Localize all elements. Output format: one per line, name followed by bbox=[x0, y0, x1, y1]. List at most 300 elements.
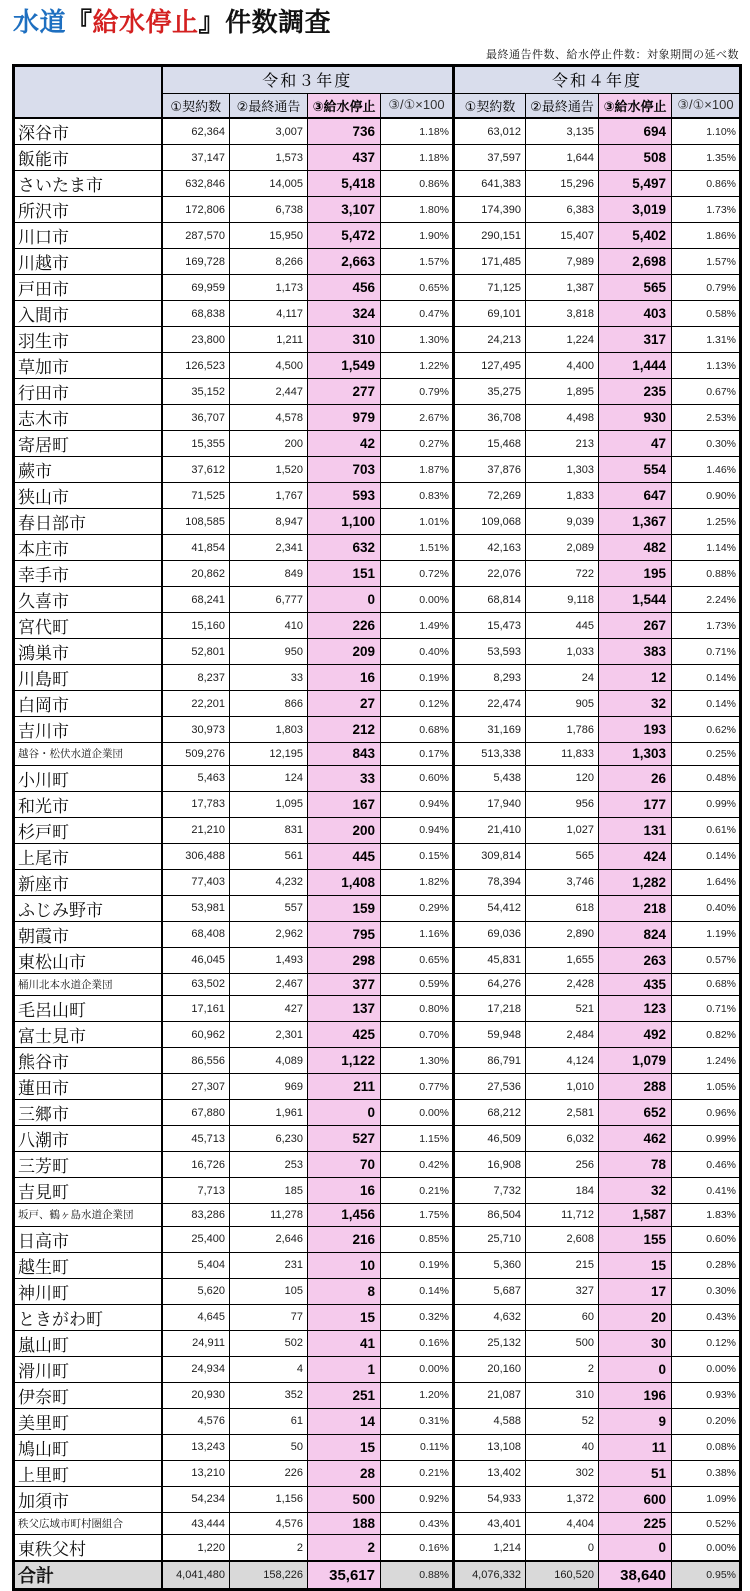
stoppage-cell-r3: 500 bbox=[308, 1486, 381, 1512]
rate-cell-r3: 0.12% bbox=[381, 691, 454, 717]
table-row bbox=[14, 765, 741, 791]
contracts-cell-r3: 13,210 bbox=[162, 1460, 230, 1486]
final-notice-cell-r4: 3,746 bbox=[526, 869, 599, 895]
rate-cell-r4: 0.68% bbox=[672, 973, 741, 996]
contracts-cell-r4: 5,360 bbox=[454, 1252, 526, 1278]
final-notice-cell-r3: 2,962 bbox=[230, 921, 308, 947]
rate-cell-r3: 1.90% bbox=[381, 223, 454, 249]
stoppage-cell-r3: 1,100 bbox=[308, 509, 381, 535]
final-notice-cell-r3: 410 bbox=[230, 613, 308, 639]
municipality-name: 川越市 bbox=[14, 249, 162, 275]
stoppage-cell-r4: 462 bbox=[599, 1126, 672, 1152]
final-notice-cell-r3: 33 bbox=[230, 665, 308, 691]
contracts-cell-r4: 4,632 bbox=[454, 1304, 526, 1330]
rate-cell-r3: 0.31% bbox=[381, 1408, 454, 1434]
rate-cell-r4: 1.86% bbox=[672, 223, 741, 249]
stoppage-cell-r4: 12 bbox=[599, 665, 672, 691]
municipality-name: 富士見市 bbox=[14, 1022, 162, 1048]
contracts-cell-r3: 67,880 bbox=[162, 1100, 230, 1126]
final-notice-cell-r3: 4,089 bbox=[230, 1048, 308, 1074]
contracts-cell-r4: 37,597 bbox=[454, 145, 526, 171]
rate-cell-r4: 0.58% bbox=[672, 301, 741, 327]
table-row bbox=[14, 431, 741, 457]
municipality-name: 久喜市 bbox=[14, 587, 162, 613]
table-row bbox=[14, 1100, 741, 1126]
contracts-cell-r3: 83,286 bbox=[162, 1204, 230, 1227]
final-notice-cell-r4: 1,303 bbox=[526, 457, 599, 483]
stoppage-cell-r3: 151 bbox=[308, 561, 381, 587]
stoppage-cell-r3: 8 bbox=[308, 1278, 381, 1304]
table-row bbox=[14, 1486, 741, 1512]
municipality-name: 吉川市 bbox=[14, 717, 162, 743]
contracts-cell-r3: 20,862 bbox=[162, 561, 230, 587]
year-header-reiwa4: 令和４年度 bbox=[454, 65, 741, 93]
final-notice-cell-r3: 124 bbox=[230, 765, 308, 791]
stoppage-cell-r4: 2,698 bbox=[599, 249, 672, 275]
rate-cell-r3: 0.15% bbox=[381, 843, 454, 869]
municipality-name: 杉戸町 bbox=[14, 817, 162, 843]
contracts-cell-r4: 5,438 bbox=[454, 765, 526, 791]
rate-cell-r3: 0.16% bbox=[381, 1535, 454, 1562]
final-notice-cell-r4: 310 bbox=[526, 1382, 599, 1408]
municipality-name: 滑川町 bbox=[14, 1356, 162, 1382]
rate-cell-r4: 0.46% bbox=[672, 1152, 741, 1178]
rate-cell-r3: 0.19% bbox=[381, 1252, 454, 1278]
stoppage-cell-r4: 5,497 bbox=[599, 171, 672, 197]
final-notice-cell-r4: 1,655 bbox=[526, 947, 599, 973]
table-row bbox=[14, 843, 741, 869]
stoppage-cell-r4: 288 bbox=[599, 1074, 672, 1100]
contracts-cell-r3: 63,502 bbox=[162, 973, 230, 996]
municipality-name: ときがわ町 bbox=[14, 1304, 162, 1330]
contracts-cell-r4: 21,087 bbox=[454, 1382, 526, 1408]
municipality-name: 和光市 bbox=[14, 791, 162, 817]
stoppage-cell-r4: 196 bbox=[599, 1382, 672, 1408]
municipality-name: 越生町 bbox=[14, 1252, 162, 1278]
contracts-cell-r3: 86,556 bbox=[162, 1048, 230, 1074]
rate-cell-r3: 0.65% bbox=[381, 947, 454, 973]
contracts-cell-r4: 4,076,332 bbox=[454, 1561, 526, 1590]
municipality-name: 羽生市 bbox=[14, 327, 162, 353]
rate-cell-r4: 0.79% bbox=[672, 275, 741, 301]
final-notice-cell-r3: 226 bbox=[230, 1460, 308, 1486]
municipality-name: 蕨市 bbox=[14, 457, 162, 483]
final-notice-cell-r3: 1,573 bbox=[230, 145, 308, 171]
rate-cell-r3: 1.51% bbox=[381, 535, 454, 561]
final-notice-cell-r3: 561 bbox=[230, 843, 308, 869]
contracts-cell-r4: 59,948 bbox=[454, 1022, 526, 1048]
rate-cell-r4: 2.53% bbox=[672, 405, 741, 431]
rate-cell-r3: 0.60% bbox=[381, 765, 454, 791]
contracts-cell-r3: 509,276 bbox=[162, 743, 230, 766]
contracts-cell-r4: 54,933 bbox=[454, 1486, 526, 1512]
municipality-name: 入間市 bbox=[14, 301, 162, 327]
stoppage-cell-r4: 694 bbox=[599, 118, 672, 145]
table-row bbox=[14, 691, 741, 717]
table-row bbox=[14, 379, 741, 405]
final-notice-cell-r3: 200 bbox=[230, 431, 308, 457]
contracts-cell-r4: 25,132 bbox=[454, 1330, 526, 1356]
table-row bbox=[14, 509, 741, 535]
contracts-cell-r4: 13,108 bbox=[454, 1434, 526, 1460]
municipality-name: 桶川北本水道企業団 bbox=[14, 973, 162, 996]
final-notice-header-r3: ②最終通告 bbox=[230, 93, 308, 118]
table-row bbox=[14, 1152, 741, 1178]
rate-cell-r4: 0.30% bbox=[672, 431, 741, 457]
contracts-cell-r3: 68,241 bbox=[162, 587, 230, 613]
stoppage-cell-r3: 1,549 bbox=[308, 353, 381, 379]
municipality-name: 幸手市 bbox=[14, 561, 162, 587]
stoppage-cell-r3: 277 bbox=[308, 379, 381, 405]
stoppage-cell-r3: 437 bbox=[308, 145, 381, 171]
stoppage-cell-r4: 600 bbox=[599, 1486, 672, 1512]
final-notice-cell-r4: 1,895 bbox=[526, 379, 599, 405]
contracts-cell-r3: 169,728 bbox=[162, 249, 230, 275]
rate-cell-r4: 1.73% bbox=[672, 197, 741, 223]
final-notice-cell-r3: 1,211 bbox=[230, 327, 308, 353]
table-row bbox=[14, 223, 741, 249]
contracts-cell-r4: 15,468 bbox=[454, 431, 526, 457]
municipality-name: 所沢市 bbox=[14, 197, 162, 223]
rate-cell-r3: 1.57% bbox=[381, 249, 454, 275]
rate-cell-r3: 2.67% bbox=[381, 405, 454, 431]
contracts-cell-r4: 36,708 bbox=[454, 405, 526, 431]
rate-cell-r3: 1.87% bbox=[381, 457, 454, 483]
stoppage-cell-r4: 554 bbox=[599, 457, 672, 483]
rate-cell-r3: 0.70% bbox=[381, 1022, 454, 1048]
final-notice-cell-r3: 105 bbox=[230, 1278, 308, 1304]
rate-cell-r3: 0.16% bbox=[381, 1330, 454, 1356]
stoppage-cell-r3: 632 bbox=[308, 535, 381, 561]
final-notice-cell-r4: 2,608 bbox=[526, 1226, 599, 1252]
final-notice-cell-r4: 2,089 bbox=[526, 535, 599, 561]
contracts-cell-r3: 287,570 bbox=[162, 223, 230, 249]
stoppage-cell-r3: 159 bbox=[308, 895, 381, 921]
contracts-cell-r4: 42,163 bbox=[454, 535, 526, 561]
rate-cell-r4: 1.83% bbox=[672, 1204, 741, 1227]
table-row bbox=[14, 743, 741, 766]
table-row bbox=[14, 1535, 741, 1562]
rate-cell-r3: 0.00% bbox=[381, 1100, 454, 1126]
contracts-cell-r3: 62,364 bbox=[162, 118, 230, 145]
rate-cell-r3: 1.20% bbox=[381, 1382, 454, 1408]
stoppage-cell-r4: 26 bbox=[599, 765, 672, 791]
stoppage-cell-r3: 41 bbox=[308, 1330, 381, 1356]
stoppage-cell-r4: 177 bbox=[599, 791, 672, 817]
contracts-cell-r4: 54,412 bbox=[454, 895, 526, 921]
rate-cell-r4: 0.25% bbox=[672, 743, 741, 766]
rate-cell-r3: 0.17% bbox=[381, 743, 454, 766]
rate-cell-r3: 1.01% bbox=[381, 509, 454, 535]
final-notice-cell-r3: 1,961 bbox=[230, 1100, 308, 1126]
contracts-cell-r3: 25,400 bbox=[162, 1226, 230, 1252]
final-notice-cell-r4: 7,989 bbox=[526, 249, 599, 275]
final-notice-cell-r4: 1,387 bbox=[526, 275, 599, 301]
title-bracket-open: 『 bbox=[66, 7, 93, 37]
rate-cell-r4: 1.25% bbox=[672, 509, 741, 535]
contracts-cell-r3: 5,463 bbox=[162, 765, 230, 791]
final-notice-cell-r4: 24 bbox=[526, 665, 599, 691]
stoppage-cell-r3: 2 bbox=[308, 1535, 381, 1562]
contracts-header-r3: ①契約数 bbox=[162, 93, 230, 118]
stoppage-cell-r3: 28 bbox=[308, 1460, 381, 1486]
stoppage-cell-r3: 2,663 bbox=[308, 249, 381, 275]
final-notice-cell-r4: 6,032 bbox=[526, 1126, 599, 1152]
final-notice-cell-r3: 4,117 bbox=[230, 301, 308, 327]
stoppage-cell-r3: 35,617 bbox=[308, 1561, 381, 1590]
municipality-name: 本庄市 bbox=[14, 535, 162, 561]
final-notice-cell-r3: 1,095 bbox=[230, 791, 308, 817]
contracts-cell-r4: 35,275 bbox=[454, 379, 526, 405]
contracts-cell-r4: 22,474 bbox=[454, 691, 526, 717]
rate-cell-r4: 0.08% bbox=[672, 1434, 741, 1460]
rate-cell-r4: 0.52% bbox=[672, 1512, 741, 1535]
final-notice-cell-r4: 3,818 bbox=[526, 301, 599, 327]
municipality-name: 嵐山町 bbox=[14, 1330, 162, 1356]
municipality-name: 三郷市 bbox=[14, 1100, 162, 1126]
contracts-cell-r4: 641,383 bbox=[454, 171, 526, 197]
table-row bbox=[14, 817, 741, 843]
final-notice-cell-r3: 950 bbox=[230, 639, 308, 665]
contracts-cell-r4: 68,814 bbox=[454, 587, 526, 613]
stoppage-cell-r3: 979 bbox=[308, 405, 381, 431]
stoppage-cell-r4: 647 bbox=[599, 483, 672, 509]
rate-cell-r3: 0.11% bbox=[381, 1434, 454, 1460]
rate-cell-r4: 1.19% bbox=[672, 921, 741, 947]
stoppage-cell-r4: 9 bbox=[599, 1408, 672, 1434]
final-notice-cell-r3: 2,341 bbox=[230, 535, 308, 561]
rate-cell-r3: 1.22% bbox=[381, 353, 454, 379]
municipality-name: 上里町 bbox=[14, 1460, 162, 1486]
stoppage-cell-r3: 445 bbox=[308, 843, 381, 869]
contracts-cell-r3: 24,934 bbox=[162, 1356, 230, 1382]
final-notice-cell-r3: 4,500 bbox=[230, 353, 308, 379]
rate-cell-r4: 0.96% bbox=[672, 1100, 741, 1126]
rate-cell-r4: 1.35% bbox=[672, 145, 741, 171]
municipality-name: 八潮市 bbox=[14, 1126, 162, 1152]
municipality-name: 飯能市 bbox=[14, 145, 162, 171]
stoppage-cell-r3: 167 bbox=[308, 791, 381, 817]
stoppage-cell-r3: 310 bbox=[308, 327, 381, 353]
final-notice-cell-r4: 4,404 bbox=[526, 1512, 599, 1535]
stoppage-cell-r3: 736 bbox=[308, 118, 381, 145]
stoppage-cell-r3: 5,472 bbox=[308, 223, 381, 249]
rate-cell-r4: 0.14% bbox=[672, 843, 741, 869]
stoppage-cell-r3: 843 bbox=[308, 743, 381, 766]
contracts-cell-r3: 68,408 bbox=[162, 921, 230, 947]
stoppage-cell-r4: 424 bbox=[599, 843, 672, 869]
rate-cell-r4: 0.86% bbox=[672, 171, 741, 197]
contracts-cell-r4: 17,218 bbox=[454, 996, 526, 1022]
rate-cell-r4: 1.10% bbox=[672, 118, 741, 145]
final-notice-cell-r4: 618 bbox=[526, 895, 599, 921]
final-notice-cell-r3: 6,738 bbox=[230, 197, 308, 223]
rate-cell-r4: 1.24% bbox=[672, 1048, 741, 1074]
final-notice-cell-r3: 50 bbox=[230, 1434, 308, 1460]
rate-cell-r4: 1.09% bbox=[672, 1486, 741, 1512]
stoppage-cell-r4: 51 bbox=[599, 1460, 672, 1486]
rate-cell-r3: 0.43% bbox=[381, 1512, 454, 1535]
stoppage-cell-r4: 383 bbox=[599, 639, 672, 665]
rate-cell-r4: 1.05% bbox=[672, 1074, 741, 1100]
table-row bbox=[14, 1460, 741, 1486]
final-notice-cell-r3: 11,278 bbox=[230, 1204, 308, 1227]
municipality-name: さいたま市 bbox=[14, 171, 162, 197]
table-row bbox=[14, 1126, 741, 1152]
contracts-cell-r3: 5,404 bbox=[162, 1252, 230, 1278]
final-notice-cell-r3: 8,266 bbox=[230, 249, 308, 275]
contracts-cell-r4: 43,401 bbox=[454, 1512, 526, 1535]
municipality-name: 鳩山町 bbox=[14, 1434, 162, 1460]
final-notice-cell-r3: 1,173 bbox=[230, 275, 308, 301]
final-notice-cell-r3: 3,007 bbox=[230, 118, 308, 145]
final-notice-cell-r3: 8,947 bbox=[230, 509, 308, 535]
final-notice-cell-r3: 77 bbox=[230, 1304, 308, 1330]
rate-cell-r3: 0.40% bbox=[381, 639, 454, 665]
final-notice-cell-r4: 2,484 bbox=[526, 1022, 599, 1048]
rate-cell-r3: 1.80% bbox=[381, 197, 454, 223]
contracts-cell-r4: 68,212 bbox=[454, 1100, 526, 1126]
municipality-name: 草加市 bbox=[14, 353, 162, 379]
stoppage-cell-r4: 32 bbox=[599, 1178, 672, 1204]
rate-cell-r4: 0.20% bbox=[672, 1408, 741, 1434]
rate-cell-r3: 0.29% bbox=[381, 895, 454, 921]
stoppage-cell-r3: 1,122 bbox=[308, 1048, 381, 1074]
rate-cell-r4: 1.31% bbox=[672, 327, 741, 353]
final-notice-cell-r3: 427 bbox=[230, 996, 308, 1022]
contracts-cell-r3: 35,152 bbox=[162, 379, 230, 405]
rate-cell-r4: 1.73% bbox=[672, 613, 741, 639]
final-notice-cell-r4: 4,498 bbox=[526, 405, 599, 431]
rate-cell-r4: 0.61% bbox=[672, 817, 741, 843]
table-row bbox=[14, 947, 741, 973]
contracts-cell-r3: 4,041,480 bbox=[162, 1561, 230, 1590]
final-notice-cell-r4: 40 bbox=[526, 1434, 599, 1460]
table-row bbox=[14, 869, 741, 895]
contracts-cell-r3: 4,576 bbox=[162, 1408, 230, 1434]
table-row bbox=[14, 895, 741, 921]
table-row bbox=[14, 1382, 741, 1408]
table-row bbox=[14, 1074, 741, 1100]
contracts-cell-r3: 15,160 bbox=[162, 613, 230, 639]
stoppage-cell-r4: 11 bbox=[599, 1434, 672, 1460]
final-notice-cell-r4: 2 bbox=[526, 1356, 599, 1382]
page-title bbox=[13, 6, 750, 39]
stoppage-cell-r4: 492 bbox=[599, 1022, 672, 1048]
contracts-cell-r3: 46,045 bbox=[162, 947, 230, 973]
final-notice-cell-r3: 15,950 bbox=[230, 223, 308, 249]
contracts-cell-r3: 126,523 bbox=[162, 353, 230, 379]
final-notice-cell-r4: 15,407 bbox=[526, 223, 599, 249]
contracts-cell-r3: 108,585 bbox=[162, 509, 230, 535]
rate-cell-r3: 1.18% bbox=[381, 145, 454, 171]
rate-cell-r4: 0.60% bbox=[672, 1226, 741, 1252]
rate-cell-r3: 1.82% bbox=[381, 869, 454, 895]
municipality-name: 行田市 bbox=[14, 379, 162, 405]
stoppage-cell-r3: 212 bbox=[308, 717, 381, 743]
final-notice-cell-r4: 2,428 bbox=[526, 973, 599, 996]
contracts-cell-r4: 69,101 bbox=[454, 301, 526, 327]
stoppage-cell-r3: 15 bbox=[308, 1434, 381, 1460]
stoppage-survey-table bbox=[12, 64, 742, 1591]
contracts-cell-r4: 171,485 bbox=[454, 249, 526, 275]
rate-cell-r4: 0.82% bbox=[672, 1022, 741, 1048]
contracts-cell-r3: 77,403 bbox=[162, 869, 230, 895]
rate-cell-r3: 1.15% bbox=[381, 1126, 454, 1152]
final-notice-header-r4: ②最終通告 bbox=[526, 93, 599, 118]
rate-cell-r3: 0.00% bbox=[381, 1356, 454, 1382]
table-row bbox=[14, 639, 741, 665]
municipality-name: 吉見町 bbox=[14, 1178, 162, 1204]
stoppage-cell-r4: 0 bbox=[599, 1356, 672, 1382]
stoppage-cell-r3: 33 bbox=[308, 765, 381, 791]
rate-cell-r4: 0.71% bbox=[672, 639, 741, 665]
contracts-cell-r3: 36,707 bbox=[162, 405, 230, 431]
contracts-cell-r4: 7,732 bbox=[454, 1178, 526, 1204]
rate-cell-r3: 1.49% bbox=[381, 613, 454, 639]
contracts-cell-r4: 71,125 bbox=[454, 275, 526, 301]
stoppage-cell-r3: 324 bbox=[308, 301, 381, 327]
table-row bbox=[14, 1512, 741, 1535]
final-notice-cell-r3: 2 bbox=[230, 1535, 308, 1562]
contracts-cell-r4: 24,213 bbox=[454, 327, 526, 353]
rate-cell-r4: 0.12% bbox=[672, 1330, 741, 1356]
final-notice-cell-r4: 1,033 bbox=[526, 639, 599, 665]
contracts-cell-r4: 127,495 bbox=[454, 353, 526, 379]
contracts-cell-r4: 46,509 bbox=[454, 1126, 526, 1152]
table-row bbox=[14, 561, 741, 587]
municipality-name: 川口市 bbox=[14, 223, 162, 249]
contracts-cell-r4: 78,394 bbox=[454, 869, 526, 895]
stoppage-cell-r4: 195 bbox=[599, 561, 672, 587]
contracts-cell-r3: 27,307 bbox=[162, 1074, 230, 1100]
stoppage-cell-r3: 200 bbox=[308, 817, 381, 843]
rate-cell-r4: 0.88% bbox=[672, 561, 741, 587]
rate-cell-r4: 0.62% bbox=[672, 717, 741, 743]
rate-cell-r3: 1.75% bbox=[381, 1204, 454, 1227]
contracts-cell-r4: 5,687 bbox=[454, 1278, 526, 1304]
stoppage-cell-r4: 123 bbox=[599, 996, 672, 1022]
table-row bbox=[14, 1356, 741, 1382]
rate-cell-r4: 1.57% bbox=[672, 249, 741, 275]
stoppage-cell-r3: 5,418 bbox=[308, 171, 381, 197]
table-row bbox=[14, 301, 741, 327]
table-row bbox=[14, 171, 741, 197]
table-row bbox=[14, 1022, 741, 1048]
final-notice-cell-r4: 905 bbox=[526, 691, 599, 717]
contracts-cell-r3: 60,962 bbox=[162, 1022, 230, 1048]
stoppage-cell-r4: 131 bbox=[599, 817, 672, 843]
stoppage-cell-r3: 703 bbox=[308, 457, 381, 483]
contracts-cell-r4: 8,293 bbox=[454, 665, 526, 691]
rate-cell-r4: 0.30% bbox=[672, 1278, 741, 1304]
total-label: 合計 bbox=[14, 1561, 162, 1590]
contracts-cell-r3: 45,713 bbox=[162, 1126, 230, 1152]
municipality-name: 春日部市 bbox=[14, 509, 162, 535]
stoppage-cell-r3: 1,408 bbox=[308, 869, 381, 895]
municipality-name: 美里町 bbox=[14, 1408, 162, 1434]
final-notice-cell-r4: 52 bbox=[526, 1408, 599, 1434]
stoppage-cell-r3: 209 bbox=[308, 639, 381, 665]
municipality-name: 戸田市 bbox=[14, 275, 162, 301]
municipality-name: 小川町 bbox=[14, 765, 162, 791]
table-row bbox=[14, 996, 741, 1022]
contracts-cell-r3: 69,959 bbox=[162, 275, 230, 301]
rate-cell-r3: 0.59% bbox=[381, 973, 454, 996]
stoppage-cell-r4: 218 bbox=[599, 895, 672, 921]
rate-header-r4: ③/①×100 bbox=[672, 93, 741, 118]
final-notice-cell-r4: 2,890 bbox=[526, 921, 599, 947]
